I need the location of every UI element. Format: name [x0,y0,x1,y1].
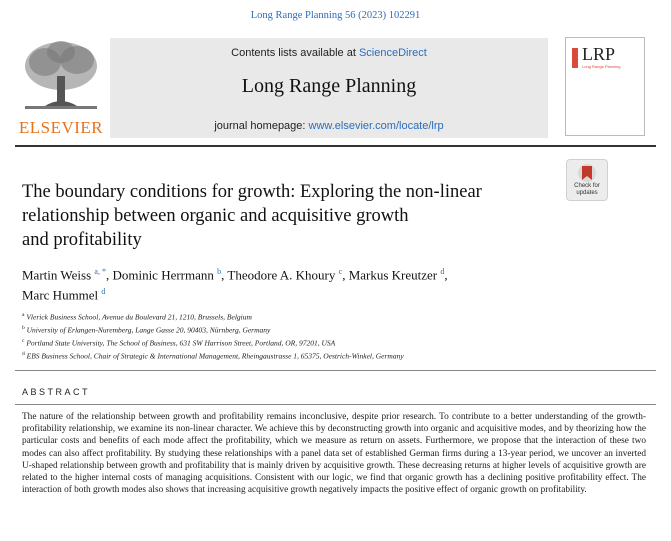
journal-citation[interactable]: Long Range Planning 56 (2023) 102291 [250,10,421,21]
homepage-line: journal homepage: www.elsevier.com/locate/lrp [214,120,444,132]
elsevier-wordmark: ELSEVIER [18,118,104,137]
author-affil-mark[interactable]: d [440,267,445,276]
author-affil-mark[interactable]: b [217,267,222,276]
affiliation-item: $^b$ University of Erlangen-Nuremberg, Lange Gasse 20, 90403, Nürnberg, Germany [22,324,271,335]
author-name[interactable]: Martin Weiss [22,267,92,283]
abstract-divider [15,404,656,405]
abstract-text: The nature of the relationship between growth and profitability remains inconclusive, despite prior research. To contribute to a better understanding of the growth-profitability relationship, we examine its non-linear character. We achieve this by deconstructing growth into organic and acquisitive modes, and by theorizing how the particular costs and benefits of each mode affect the profitability, which we measure as return on assets. Furthermore, we propose that the interaction of these two modes can also affect profitability. By studying these relationships with a panel data set of established German firms during a 13-year period, we uncover an inverted U-shaped relationship between growth and profitability that is mainly driven by acquisitive growth. These decreasing returns at higher levels of acquisitive growth are related to the higher internal costs of managing acquisitions. Consistent with our logic, we find that organic growth has a declining positive profitability effect. The interaction of both growth modes also shows that increasing acquisitive growth negatively impacts the positive effect of organic growth on profitability. [22,412,646,496]
author-affil-mark[interactable]: d [101,287,106,297]
author-name[interactable]: Marc Hummel [22,287,99,303]
badge-label-line2: updates [576,190,598,196]
elsevier-logo[interactable] [15,36,107,136]
homepage-link[interactable]: www.elsevier.com/locate/lrp [308,120,444,132]
cover-title: LRP [582,44,616,64]
author-name[interactable]: Dominic Herrmann [112,267,214,283]
cover-accent [572,48,578,68]
journal-header [110,38,548,138]
journal-cover[interactable] [565,37,645,136]
bookmark-icon [567,162,607,184]
article-title [22,180,542,252]
abstract-top-divider [15,370,656,371]
title-line: and profitability [22,230,142,250]
header-divider [15,145,656,147]
check-for-updates-badge[interactable] [566,159,608,201]
contents-line: Contents lists available at ScienceDirect [231,47,427,59]
affiliation-item: $^d$ EBS Business School, Chair of Strategic & International Management, Rheingaustrasse 1, 65375, Oestrich-Winkel, Germany [22,350,404,361]
affiliation-item: $^c$ Portland State University, The School of Business, 631 SW Harrison Street, Portland, OR, 97201, USA [22,337,336,348]
abstract-heading: ABSTRACT [22,387,91,397]
author-name[interactable]: Theodore A. Khoury [227,267,336,283]
author-list: Martin Weiss $^{a, *}$, Dominic Herrmann $^b$, Theodore A. Khoury $^c$, Markus Kreutzer $^d$, Marc Hummel $^d$ [22,267,448,303]
badge-label-line1: Check for [574,183,600,189]
cover-subtitle: Long Range Planning [582,64,621,69]
affiliations [22,310,642,362]
author-affil-mark[interactable]: a, * [94,267,106,276]
title-line: relationship between organic and acquisitive growth [22,206,409,226]
title-line: The boundary conditions for growth: Exploring the non-linear [22,182,482,202]
sciencedirect-link[interactable]: ScienceDirect [358,47,427,59]
author-name[interactable]: Markus Kreutzer [348,267,438,283]
author-affil-mark[interactable]: c [338,267,343,276]
journal-name: Long Range Planning [241,75,417,97]
tree-icon [15,36,107,116]
affiliation-item: $^a$ Vlerick Business School, Avenue du Boulevard 21, 1210, Brussels, Belgium [22,312,252,322]
